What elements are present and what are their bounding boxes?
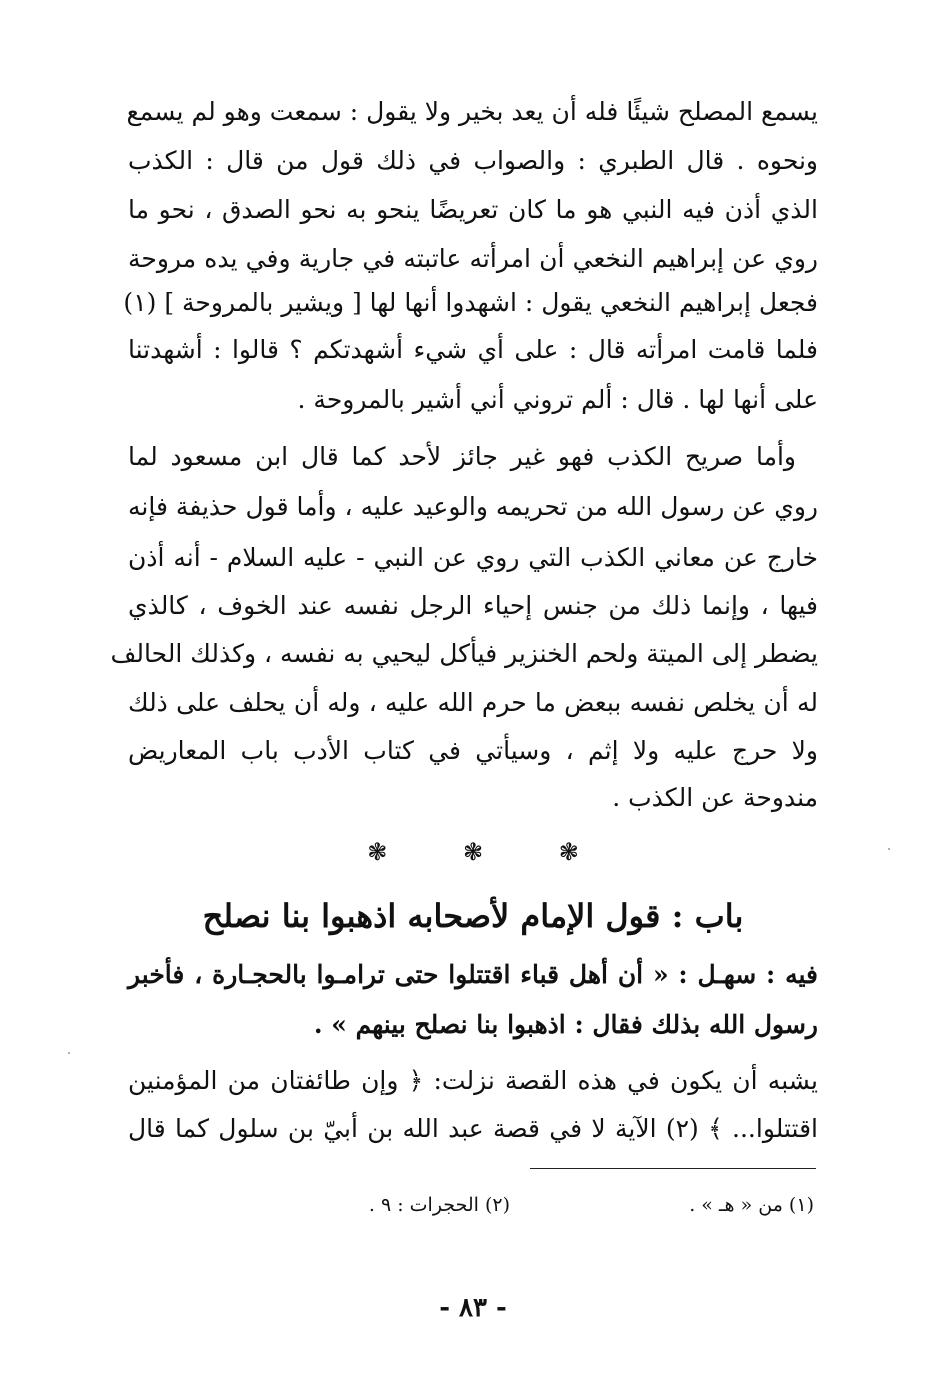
paragraph-2-line-3: خارج عن معاني الكذب التي روي عن النبي - عليه السلام - أنه أذن — [128, 543, 818, 572]
paragraph-1-line-4: روي عن إبراهيم النخعي أن امرأته عاتبته في جارية وفي يده مروحة — [128, 244, 818, 273]
paragraph-3-line-2: اقتتلوا... ﴾ (٢) الآية لا في قصة عبد الله بن أبيّ بن سلول كما قال — [128, 1114, 819, 1143]
paragraph-3-line-1: يشبه أن يكون في هذه القصة نزلت: ﴿ وإن طائفتان من المؤمنين — [128, 1066, 818, 1095]
chapter-heading: باب : قول الإمام لأصحابه اذهبوا بنا نصلح — [202, 897, 744, 935]
scan-speck — [68, 1052, 70, 1054]
paragraph-2-line-7: ولا حرج عليه ولا إثم ، وسيأتي في كتاب الأدب باب المعاريض — [128, 736, 818, 765]
separator-star-icon: ❃ — [558, 838, 579, 866]
section-separator — [0, 838, 946, 874]
paragraph-1-line-6: فلما قامت امرأته قال : على أي شيء أشهدتكم ؟ قالوا : أشهدتنا — [128, 335, 818, 364]
paragraph-2-line-2: روي عن رسول الله من تحريمه والوعيد عليه ، وأما قول حذيفة فإنه — [128, 492, 818, 521]
footnote-2: (٢) الحجرات : ٩ . — [368, 1194, 510, 1216]
footnote-1: (١) من « هـ » . — [689, 1194, 814, 1216]
footnote-divider — [530, 1168, 816, 1169]
paragraph-2-line-5: يضطر إلى الميتة ولحم الخنزير فيأكل ليحيي به نفسه ، وكذلك الحالف — [110, 639, 818, 668]
page-number: - ٨٣ - — [439, 1293, 507, 1323]
paragraph-2-line-4: فيها ، وإنما ذلك من جنس إحياء الرجل نفسه عند الخوف ، كالذي — [128, 591, 818, 620]
separator-star-icon: ❃ — [462, 838, 484, 866]
separator-star-icon: ❃ — [367, 838, 388, 866]
paragraph-1-line-7: على أنها لها . قال : ألم تروني أني أشير بالمروحة . — [297, 385, 818, 414]
paragraph-1-line-5: فجعل إبراهيم النخعي يقول : اشهدوا أنها لها [ ويشير بالمروحة ] (١) — [123, 288, 818, 317]
paragraph-1-line-1: يسمع المصلح شيئًا فله أن يعد بخير ولا يقول : سمعت وهو لم يسمع — [126, 97, 818, 126]
paragraph-2-line-8: مندوحة عن الكذب . — [612, 783, 818, 812]
paragraph-2-line-1: وأما صريح الكذب فهو غير جائز لأحد كما قال ابن مسعود لما — [128, 442, 796, 471]
hadith-line-1: فيه : سهـل : « أن أهل قباء اقتتلوا حتى ترامـوا بالحجـارة ، فأخبر — [128, 960, 818, 989]
paragraph-2-line-6: له أن يخلص نفسه ببعض ما حرم الله عليه ، وله أن يحلف على ذلك — [128, 688, 818, 717]
scan-speck — [888, 848, 890, 850]
hadith-line-2: رسول الله بذلك فقال : اذهبوا بنا نصلح بينهم » . — [313, 1010, 818, 1039]
paragraph-1-line-3: الذي أذن فيه النبي هو ما كان تعريضًا ينحو به نحو الصدق ، نحو ما — [128, 195, 818, 224]
paragraph-1-line-2: ونحوه . قال الطبري : والصواب في ذلك قول من قال : الكذب — [128, 146, 818, 175]
